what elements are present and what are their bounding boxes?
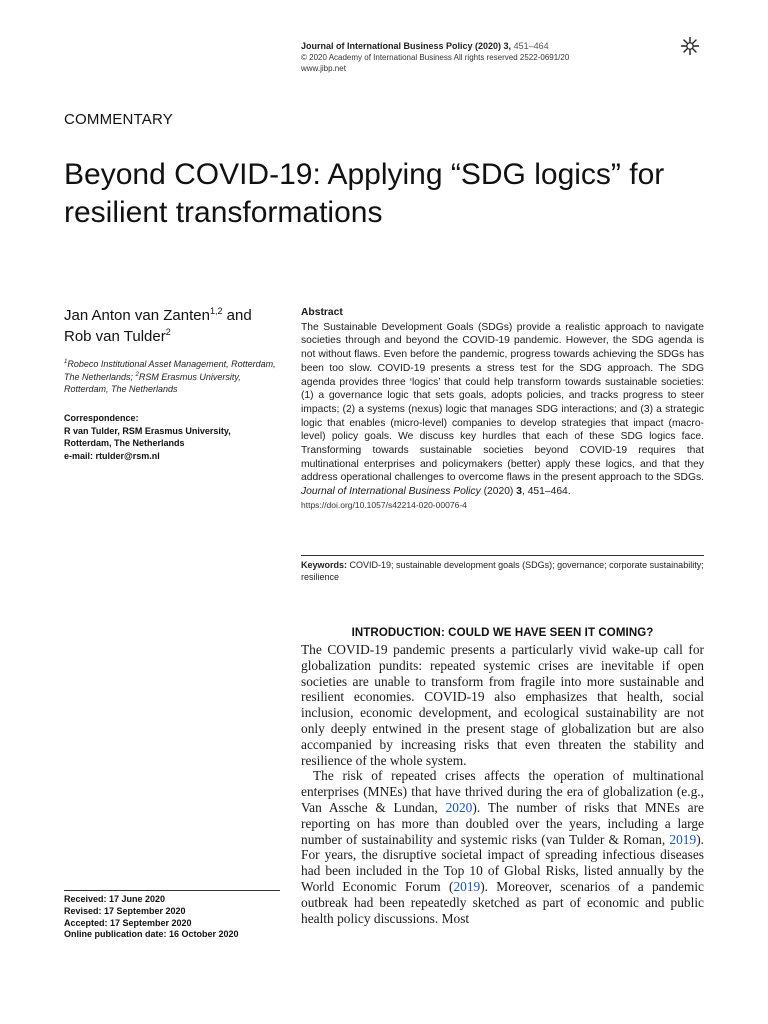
keywords-text: COVID-19; sustainable development goals (SDGs); governance; corporate sustainability; resilience — [301, 560, 704, 582]
author-name: Rob van Tulder — [64, 328, 166, 345]
correspondence-line: Rotterdam, The Netherlands — [64, 438, 185, 448]
author-name: Jan Anton van Zanten — [64, 307, 210, 324]
correspondence-email[interactable]: e-mail: rtulder@rsm.nl — [64, 450, 160, 461]
paragraph — [301, 768, 704, 926]
correspondence-heading: Correspondence: — [64, 413, 139, 423]
journal-header — [301, 41, 569, 74]
paragraph-text: The risk of repeated crises affects the operation of multinational enterprises (MNEs) that have thrived during the era of globalization (e.g., Van Assche & Lundan, — [301, 768, 704, 815]
affiliations — [64, 358, 284, 396]
author-connector: and — [222, 307, 252, 324]
journal-website[interactable]: www.jibp.net — [301, 64, 346, 73]
publication-dates — [64, 894, 284, 941]
copyright-line: © 2020 Academy of International Business All rights reserved 2522-0691/20 — [301, 53, 570, 62]
author-list — [64, 305, 284, 347]
keywords — [301, 560, 704, 584]
dates-divider — [64, 890, 280, 891]
date-received: Received: 17 June 2020 — [64, 894, 166, 904]
doi-link[interactable]: https://doi.org/10.1057/s42214-020-00076-4 — [301, 499, 467, 510]
keywords-divider — [301, 555, 704, 556]
publisher-star-icon — [680, 36, 700, 56]
introduction-heading: INTRODUCTION: COULD WE HAVE SEEN IT COMING? — [351, 627, 654, 639]
keywords-label: Keywords: — [301, 560, 348, 570]
author-affiliation-marker: 1,2 — [209, 306, 223, 316]
citation-journal: Journal of International Business Policy — [301, 486, 481, 498]
affiliation-marker: 2 — [135, 371, 139, 378]
reference-link[interactable]: 2020 — [445, 799, 473, 815]
date-accepted: Accepted: 17 September 2020 — [64, 917, 192, 928]
abstract-heading: Abstract — [301, 307, 343, 318]
affiliation-text: RSM Erasmus University, Rotterdam, The Netherlands — [64, 371, 241, 394]
article-title: Beyond COVID-19: Applying “SDG logics” for resilient transformations — [64, 158, 665, 229]
affiliation-text: Robeco Institutional Asset Management, Rotterdam, The Netherlands; — [64, 359, 276, 382]
journal-pages: 451–464 — [513, 41, 549, 51]
correspondence-block — [64, 412, 284, 462]
affiliation-marker: 1 — [64, 359, 68, 365]
citation-pages: , 451–464. — [521, 486, 571, 498]
journal-citation: Journal of International Business Policy (2020) 3, — [301, 41, 512, 51]
date-online: Online publication date: 16 October 2020 — [64, 929, 239, 940]
paragraph-text: ). The number of risks that MNEs are reporting on has more than doubled over the years, including a large number of sustainability and systemic risks (van Tulder & Roman, — [301, 799, 704, 847]
reference-link[interactable]: 2019 — [669, 831, 697, 847]
correspondence-line: R van Tulder, RSM Erasmus University, — [64, 425, 231, 436]
reference-link[interactable]: 2019 — [453, 878, 481, 894]
citation-year: (2020) — [480, 486, 517, 498]
section-label: COMMENTARY — [64, 111, 173, 128]
introduction-body — [301, 642, 704, 926]
abstract-text: The Sustainable Development Goals (SDGs) provide a realistic approach to navigate societies through and beyond the COVID-19 pandemic. However, the SDG agenda is not without flaws. Even before the pandemic, progress towards achieving the SDGs has been too slow. COVID-19 presents a stress test for the SDG approach. The SDG agenda provides three ‘logics’ that could help transform towards sustainable societies: (1) a governance logic that sets goals, adopts policies, and tracks progress to steer impacts; (2) a systems (nexus) logic that manages SDG interactions; and (3) a strategic logic that enables (micro-level) companies to develop strategies that impact (macro-level) policy goals. We discuss key hurdles that each of these SDG logics face. Transforming towards sustainable societies beyond COVID-19 requires that multinational enterprises and policymakers (better) apply these logics, and that they address operational challenges to overcome flaws in the present approach to the SDGs. — [301, 321, 704, 484]
date-revised: Revised: 17 September 2020 — [64, 905, 186, 916]
paragraph: The COVID-19 pandemic presents a particularly vivid wake-up call for globalization pundits: repeated systemic crises are inevitable if open societies are unable to transform from fragile into more sustainable and resilient economies. COVID-19 also emphasizes that health, social inclusion, economic development, and ecological sustainability are not only deeply entwined in the present stage of globalization but are also accompanied by increasing risks that even threaten the stability and resilience of the whole system. — [301, 642, 704, 768]
paragraph-text: ). For years, the disruptive societal impact of spreading infectious diseases had been included in the Top 10 of Global Risks, listed annually by the World Economic Forum ( — [301, 831, 704, 894]
abstract — [301, 306, 704, 513]
author-affiliation-marker: 2 — [165, 327, 171, 337]
paragraph-text: ). Moreover, scenarios of a pandemic outbreak had been repeatedly sketched as part of economic and public health policy discussions. Most — [301, 878, 704, 926]
citation-volume: 3 — [516, 486, 522, 498]
